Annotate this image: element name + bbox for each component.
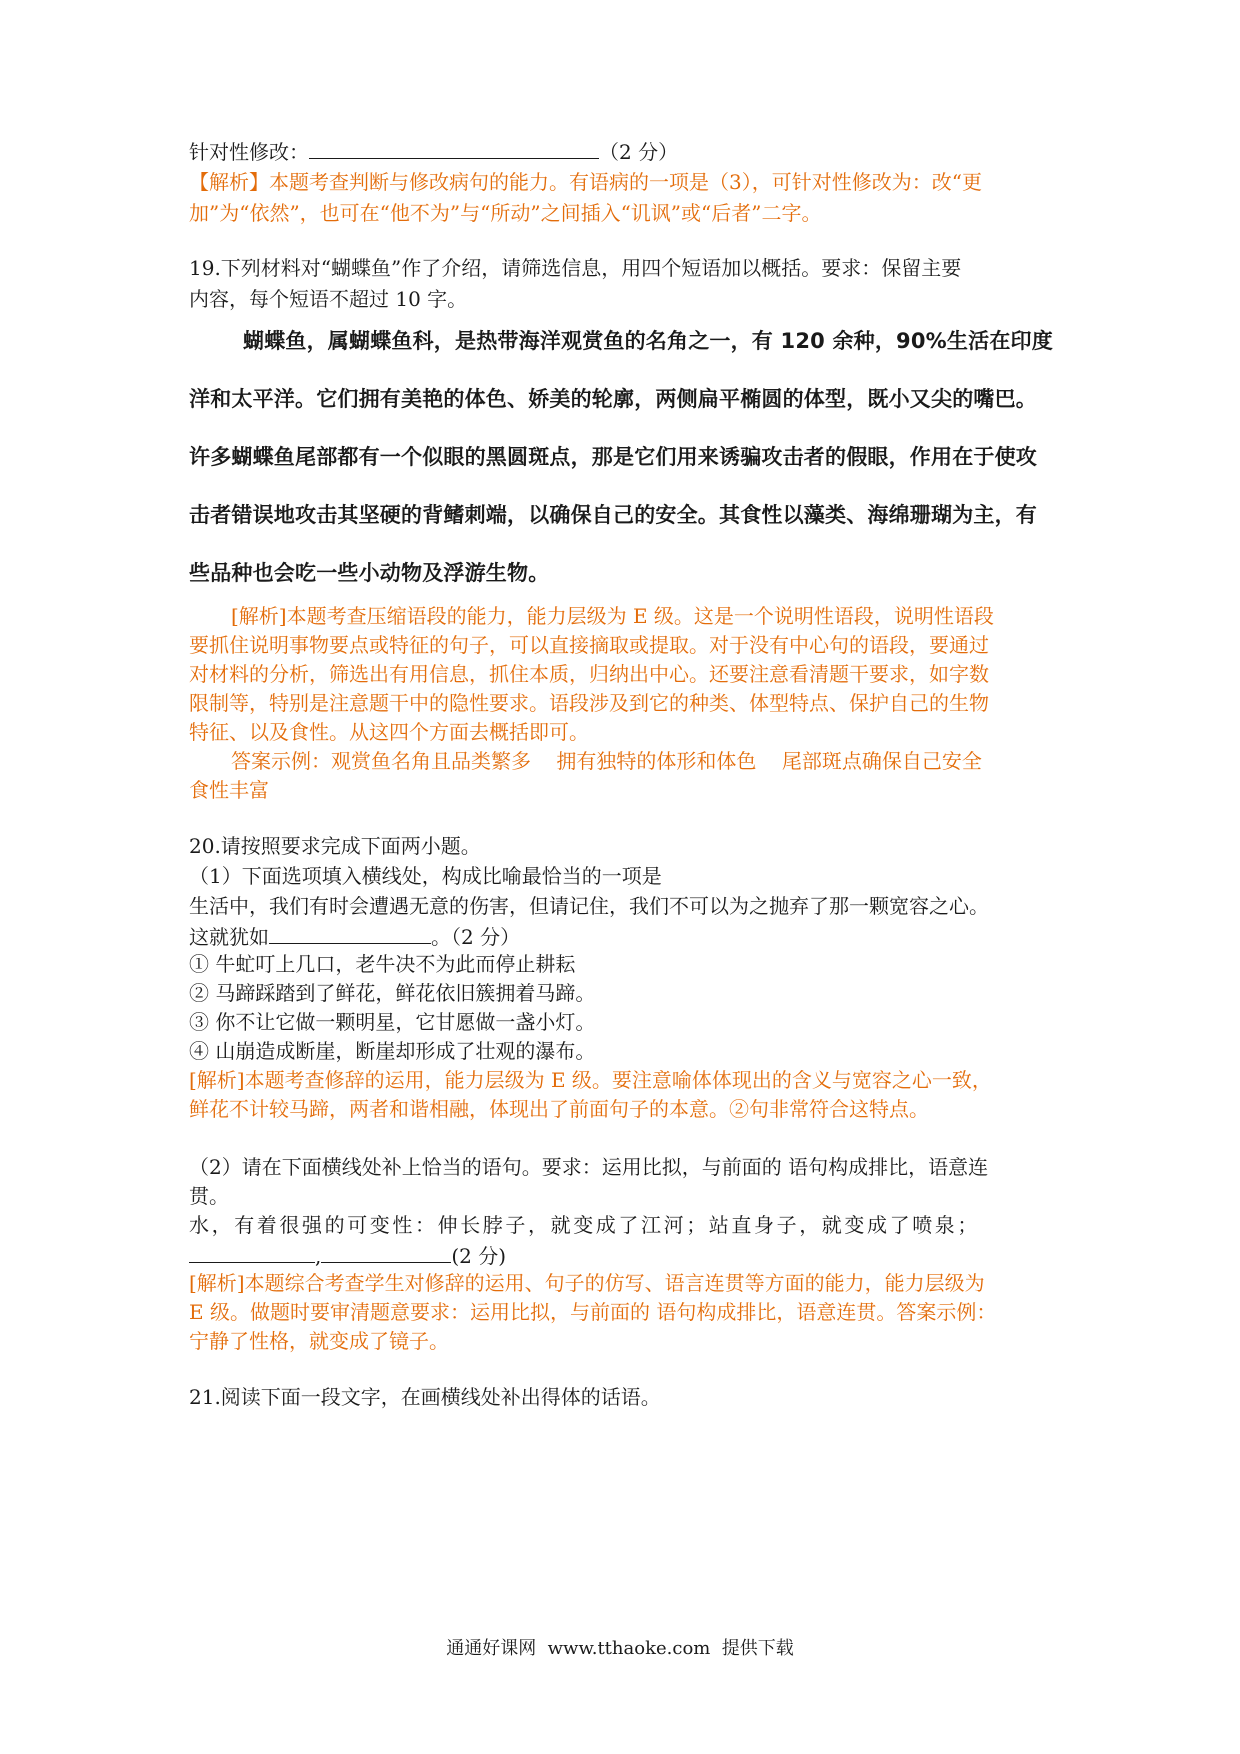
q20-option-4: ④ 山崩造成断崖，断崖却形成了壮观的瀑布。 <box>189 1039 596 1063</box>
q20-sub1-fill-prefix: 这就犹如 <box>189 925 269 949</box>
q20-sub1-answer-blank[interactable] <box>269 923 431 944</box>
q19-question-line-2: 内容，每个短语不超过 10 字。 <box>189 287 468 311</box>
q18-analysis-line-2: 加”为“依然”，也可在“他不为”与“所动”之间插入“讥讽”或“后者”二字。 <box>189 201 822 225</box>
q20-sub2-analysis-line-2: E 级。做题时要审清题意要求：运用比拟，与前面的 语句构成排比，语意连贯。答案示例： <box>189 1300 997 1324</box>
q20-sub2-question-line-1: （2）请在下面横线处补上恰当的语句。要求：运用比拟，与前面的 语句构成排比，语意连 <box>189 1155 989 1179</box>
q20-sub2-blank-separator: , <box>315 1244 322 1268</box>
q19-question-line-1: 19.下列材料对“蝴蝶鱼”作了介绍，请筛选信息，用四个短语加以概括。要求：保留主要 <box>189 256 962 280</box>
q20-sub1-question: （1）下面选项填入横线处，构成比喻最恰当的一项是 <box>189 864 662 888</box>
q19-analysis-line-2: 要抓住说明事物要点或特征的句子，可以直接摘取或提取。对于没有中心句的语段，要通过 <box>189 633 989 657</box>
q19-analysis-line-5: 特征、以及食性。从这四个方面去概括即可。 <box>189 720 589 744</box>
q18-revise-line <box>189 138 678 164</box>
q19-analysis-line-3: 对材料的分析，筛选出有用信息，抓住本质，归纳出中心。还要注意看清题干要求，如字数 <box>189 662 989 686</box>
q20-sub2-answer-blank-1[interactable] <box>189 1242 315 1263</box>
q19-analysis-line-1: [解析]本题考查压缩语段的能力，能力层级为 E 级。这是一个说明性语段，说明性语段 <box>231 604 994 628</box>
q20-sub1-fill-suffix: 。（2 分） <box>431 925 521 949</box>
q18-analysis-line-1: 【解析】本题考查判断与修改病句的能力。有语病的一项是（3），可针对性修改为：改“更 <box>189 170 982 194</box>
q19-material-line-3: 许多蝴蝶鱼尾部都有一个似眼的黑圆斑点，那是它们用来诱骗攻击者的假眼，作用在于使攻 <box>189 445 1037 469</box>
q20-sub2-blank-line <box>189 1242 506 1268</box>
q20-option-2: ② 马蹄踩踏到了鲜花，鲜花依旧簇拥着马蹄。 <box>189 981 596 1005</box>
q20-sub2-points: (2 分) <box>451 1244 507 1268</box>
q20-option-1: ① 牛虻叮上几口，老牛决不为此而停止耕耘 <box>189 952 576 976</box>
q20-sub1-analysis-line-2: 鲜花不计较马蹄，两者和谐相融，体现出了前面句子的本意。②句非常符合这特点。 <box>189 1097 929 1121</box>
q19-material-line-2: 洋和太平洋。它们拥有美艳的体色、娇美的轮廓，两侧扁平椭圆的体型，既小又尖的嘴巴。 <box>189 387 1037 411</box>
q19-answer-example: 答案示例：观赏鱼名角且品类繁多 拥有独特的体形和体色 尾部斑点确保自己安全 <box>231 749 982 773</box>
q19-material-line-5: 些品种也会吃一些小动物及浮游生物。 <box>189 561 550 585</box>
q20-option-3: ③ 你不让它做一颗明星，它甘愿做一盏小灯。 <box>189 1010 596 1034</box>
q20-sub2-stem: 水，有着很强的可变性：伸长脖子，就变成了江河；站直身子，就变成了喷泉； <box>189 1213 980 1237</box>
q19-material-line-1: 蝴蝶鱼，属蝴蝶鱼科，是热带海洋观赏鱼的名角之一，有 120 余种，90%生活在印度 <box>243 329 1053 353</box>
q18-revise-points: （2 分） <box>599 140 679 164</box>
page-footer: 通通好课网 www.tthaoke.com 提供下载 <box>446 1638 794 1659</box>
q20-sub2-analysis-line-1: [解析]本题综合考查学生对修辞的运用、句子的仿写、语言连贯等方面的能力，能力层级为 <box>189 1271 985 1295</box>
q19-answer-example-cont: 食性丰富 <box>189 778 269 802</box>
q20-sub2-question-line-2: 贯。 <box>189 1184 229 1208</box>
q21-question: 21.阅读下面一段文字，在画横线处补出得体的话语。 <box>189 1385 661 1409</box>
q19-analysis-line-4: 限制等，特别是注意题干中的隐性要求。语段涉及到它的种类、体型特点、保护自己的生物 <box>189 691 989 715</box>
q20-question: 20.请按照要求完成下面两小题。 <box>189 834 481 858</box>
q20-sub2-analysis-line-3: 宁静了性格，就变成了镜子。 <box>189 1329 449 1353</box>
q19-material-line-4: 击者错误地攻击其坚硬的背鳍刺端，以确保自己的安全。其食性以藻类、海绵珊瑚为主，有 <box>189 503 1037 527</box>
q20-sub1-fill-line <box>189 923 520 949</box>
q18-revise-label: 针对性修改： <box>189 140 309 164</box>
q20-sub1-analysis-line-1: [解析]本题考查修辞的运用，能力层级为 E 级。要注意喻体体现出的含义与宽容之心一致， <box>189 1068 992 1092</box>
q18-answer-blank[interactable] <box>309 138 599 159</box>
q20-sub1-stem: 生活中，我们有时会遭遇无意的伤害，但请记住，我们不可以为之抛弃了那一颗宽容之心。 <box>189 894 989 918</box>
q20-sub2-answer-blank-2[interactable] <box>321 1242 451 1263</box>
